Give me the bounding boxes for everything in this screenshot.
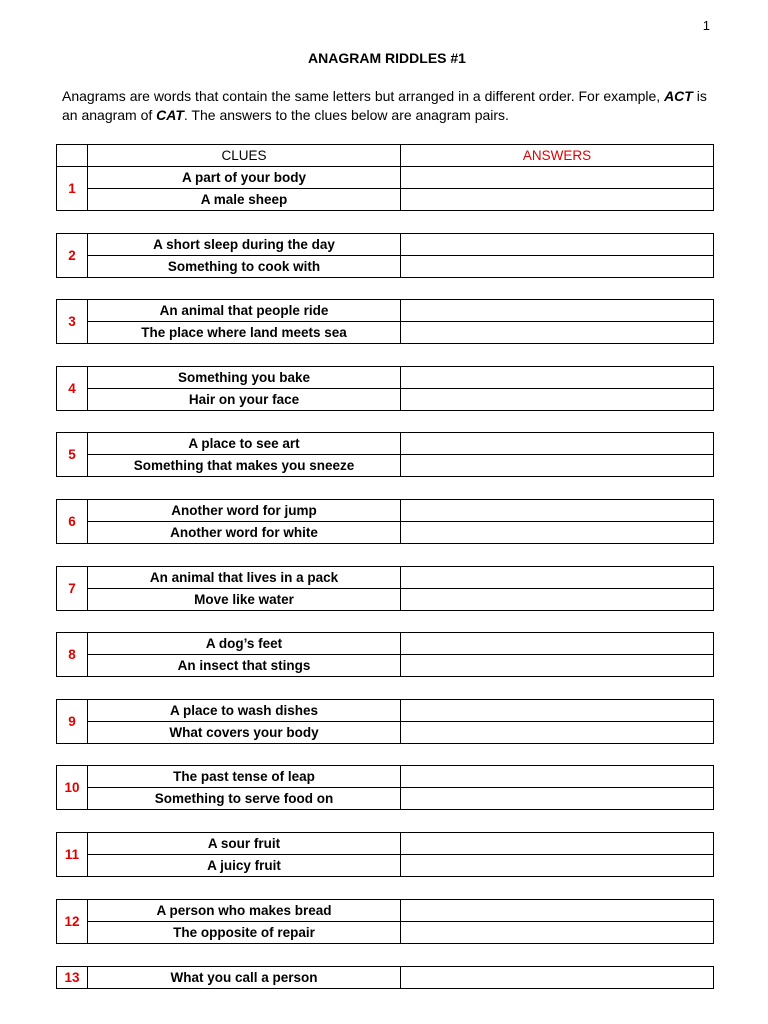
intro-text-1: Anagrams are words that contain the same letters but arranged in a different order. For example, bbox=[62, 88, 665, 104]
clue-cell: A juicy fruit bbox=[88, 855, 401, 877]
riddle-table-3 bbox=[56, 299, 714, 344]
intro-paragraph bbox=[62, 87, 722, 125]
riddle-table-7 bbox=[56, 566, 714, 611]
answer-cell[interactable] bbox=[401, 855, 714, 877]
answer-cell[interactable] bbox=[401, 500, 714, 522]
clue-cell: An animal that people ride bbox=[88, 300, 401, 322]
table-row bbox=[57, 855, 714, 877]
intro-text-2: is an anagram of bbox=[62, 88, 707, 123]
clue-cell: A place to see art bbox=[88, 433, 401, 455]
intro-text-3: . The answers to the clues below are anagram pairs. bbox=[183, 107, 509, 123]
riddle-number: 10 bbox=[57, 766, 88, 810]
example-word-act: ACT bbox=[664, 88, 693, 104]
table-row bbox=[57, 455, 714, 477]
answers-header: ANSWERS bbox=[401, 145, 714, 167]
clue-cell: An animal that lives in a pack bbox=[88, 567, 401, 589]
table-header-row bbox=[57, 145, 714, 167]
answer-cell[interactable] bbox=[401, 455, 714, 477]
answer-cell[interactable] bbox=[401, 256, 714, 278]
table-row bbox=[57, 766, 714, 788]
table-row bbox=[57, 367, 714, 389]
clue-cell: A male sheep bbox=[88, 189, 401, 211]
answer-cell[interactable] bbox=[401, 722, 714, 744]
answer-cell[interactable] bbox=[401, 234, 714, 256]
riddle-number: 7 bbox=[57, 567, 88, 611]
table-row bbox=[57, 967, 714, 989]
table-row bbox=[57, 167, 714, 189]
answer-cell[interactable] bbox=[401, 367, 714, 389]
table-row bbox=[57, 300, 714, 322]
riddle-number: 3 bbox=[57, 300, 88, 344]
answer-cell[interactable] bbox=[401, 589, 714, 611]
clue-cell: Another word for white bbox=[88, 522, 401, 544]
table-row bbox=[57, 900, 714, 922]
clue-cell: A person who makes bread bbox=[88, 900, 401, 922]
riddle-number: 12 bbox=[57, 900, 88, 944]
clue-cell: Something you bake bbox=[88, 367, 401, 389]
table-row bbox=[57, 256, 714, 278]
clue-cell: The place where land meets sea bbox=[88, 322, 401, 344]
answer-cell[interactable] bbox=[401, 766, 714, 788]
clue-cell: What covers your body bbox=[88, 722, 401, 744]
clues-header: CLUES bbox=[88, 145, 401, 167]
clue-cell: Another word for jump bbox=[88, 500, 401, 522]
riddle-number: 8 bbox=[57, 633, 88, 677]
riddle-number: 9 bbox=[57, 700, 88, 744]
clue-cell: Something to serve food on bbox=[88, 788, 401, 810]
clue-cell: The past tense of leap bbox=[88, 766, 401, 788]
page-number: 1 bbox=[702, 18, 710, 33]
clue-cell: An insect that stings bbox=[88, 655, 401, 677]
table-row bbox=[57, 567, 714, 589]
riddle-table-6 bbox=[56, 499, 714, 544]
clue-cell: The opposite of repair bbox=[88, 922, 401, 944]
riddle-table-5 bbox=[56, 432, 714, 477]
table-row bbox=[57, 700, 714, 722]
page-title: ANAGRAM RIDDLES #1 bbox=[308, 50, 466, 66]
table-row bbox=[57, 788, 714, 810]
table-row bbox=[57, 833, 714, 855]
table-row bbox=[57, 522, 714, 544]
table-row bbox=[57, 655, 714, 677]
example-word-cat: CAT bbox=[156, 107, 184, 123]
answer-cell[interactable] bbox=[401, 522, 714, 544]
clue-cell: A part of your body bbox=[88, 167, 401, 189]
riddle-number: 6 bbox=[57, 500, 88, 544]
answer-cell[interactable] bbox=[401, 167, 714, 189]
answer-cell[interactable] bbox=[401, 833, 714, 855]
riddle-number: 11 bbox=[57, 833, 88, 877]
answer-cell[interactable] bbox=[401, 700, 714, 722]
table-row bbox=[57, 322, 714, 344]
clue-cell: Something that makes you sneeze bbox=[88, 455, 401, 477]
riddle-table-13 bbox=[56, 966, 714, 989]
riddle-table-9 bbox=[56, 699, 714, 744]
riddle-number: 4 bbox=[57, 367, 88, 411]
answer-cell[interactable] bbox=[401, 655, 714, 677]
clue-cell: What you call a person bbox=[88, 967, 401, 989]
answer-cell[interactable] bbox=[401, 967, 714, 989]
table-row bbox=[57, 389, 714, 411]
answer-cell[interactable] bbox=[401, 300, 714, 322]
table-row bbox=[57, 433, 714, 455]
clue-cell: A sour fruit bbox=[88, 833, 401, 855]
clue-cell: Hair on your face bbox=[88, 389, 401, 411]
answer-cell[interactable] bbox=[401, 433, 714, 455]
riddle-number: 2 bbox=[57, 234, 88, 278]
riddle-table-1 bbox=[56, 144, 714, 211]
riddle-table-12 bbox=[56, 899, 714, 944]
clue-cell: A dog’s feet bbox=[88, 633, 401, 655]
answer-cell[interactable] bbox=[401, 389, 714, 411]
table-row bbox=[57, 633, 714, 655]
table-row bbox=[57, 500, 714, 522]
riddle-table-11 bbox=[56, 832, 714, 877]
riddle-table-10 bbox=[56, 765, 714, 810]
table-row bbox=[57, 589, 714, 611]
answer-cell[interactable] bbox=[401, 788, 714, 810]
answer-cell[interactable] bbox=[401, 900, 714, 922]
table-row bbox=[57, 922, 714, 944]
answer-cell[interactable] bbox=[401, 322, 714, 344]
answer-cell[interactable] bbox=[401, 633, 714, 655]
riddle-number: 5 bbox=[57, 433, 88, 477]
riddle-table-8 bbox=[56, 632, 714, 677]
table-row bbox=[57, 234, 714, 256]
clue-cell: A short sleep during the day bbox=[88, 234, 401, 256]
riddle-table-2 bbox=[56, 233, 714, 278]
clue-cell: Something to cook with bbox=[88, 256, 401, 278]
riddle-number: 1 bbox=[57, 167, 88, 211]
answer-cell[interactable] bbox=[401, 567, 714, 589]
answer-cell[interactable] bbox=[401, 922, 714, 944]
table-row bbox=[57, 722, 714, 744]
clue-cell: Move like water bbox=[88, 589, 401, 611]
riddle-number: 13 bbox=[57, 967, 88, 989]
riddle-table-4 bbox=[56, 366, 714, 411]
header-number-cell bbox=[57, 145, 88, 167]
clue-cell: A place to wash dishes bbox=[88, 700, 401, 722]
table-row bbox=[57, 189, 714, 211]
answer-cell[interactable] bbox=[401, 189, 714, 211]
